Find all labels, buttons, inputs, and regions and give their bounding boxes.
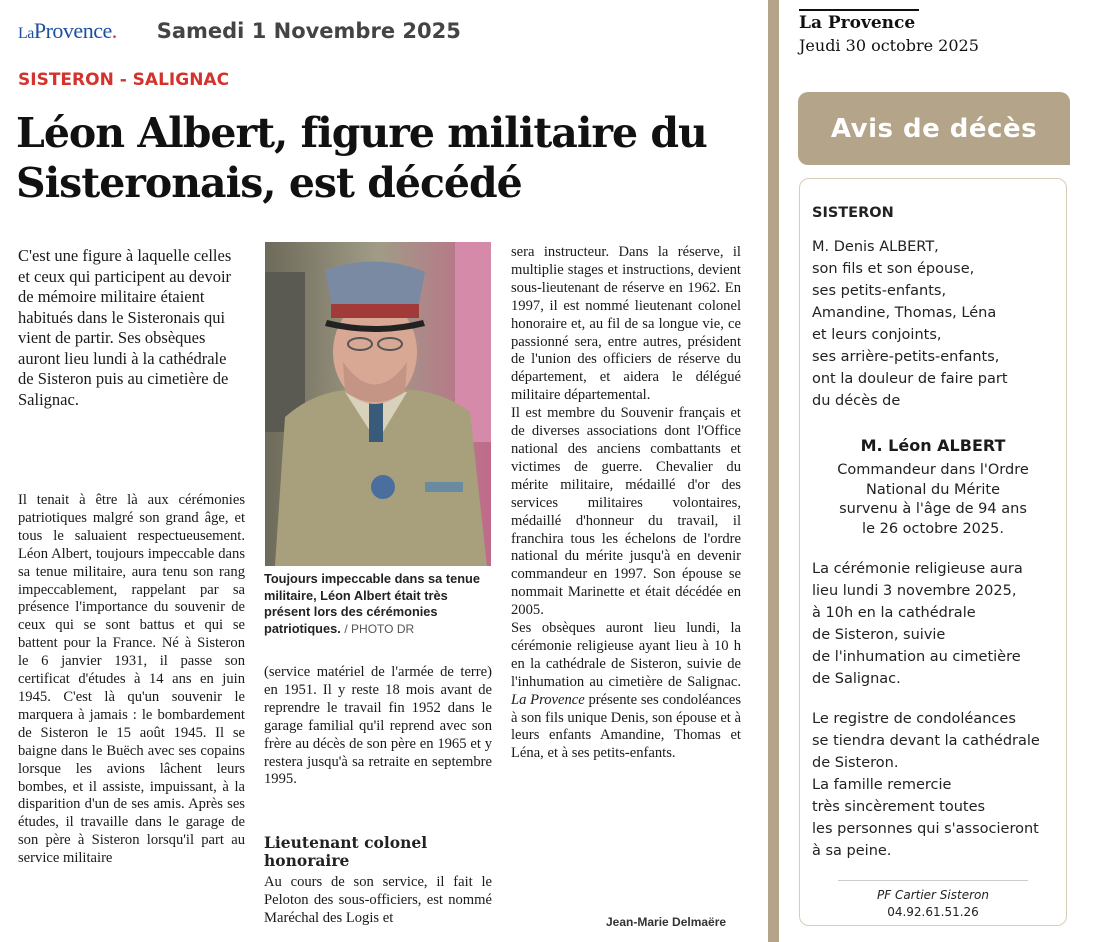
ceremony-details: La cérémonie religieuse aura lieu lundi 3 novembre 2025, à 10h en la cathédrale de Sisteron, suivie de l'inhumation au cimetière de Salignac.: [812, 561, 1023, 687]
section-rubric: SISTERON - SALIGNAC: [18, 70, 230, 90]
newspaper-name-italic: La Provence: [511, 691, 585, 708]
photo-credit: / PHOTO DR: [344, 621, 415, 636]
funeral-home-footer: [799, 880, 1067, 921]
notice-paper-name: La Provence: [799, 13, 916, 33]
article-body-col2-continued: Au cours de son service, il fait le Peloton des sous-officiers, est nommé Maréchal des Logis et: [264, 874, 492, 926]
subheading: Lieutenant colonel honoraire: [264, 833, 428, 870]
col3-paragraph-3: Ses obsèques auront lieu lundi, la cérémonie religieuse ayant lieu à 10 h en la cathédrale de Sisteron, suivie de l'inhumation au cimetière de Salignac. La Provence présente ses condoléances à son fils unique Denis, son épouse et à leurs enfants Amandine, Thomas et Léna, et à ses petits-enfants.: [511, 620, 742, 762]
notice-header-rule: [799, 9, 919, 11]
condolences-details: Le registre de condoléances se tiendra devant la cathédrale de Sisteron. La famille remercie très sincèrement toutes les personnes qui s'associeront à sa peine.: [812, 711, 1040, 859]
article-body-col3: [511, 244, 741, 763]
deceased-title: Commandeur dans l'Ordre National du Mérite survenu à l'âge de 94 ans le 26 octobre 2025.: [837, 462, 1029, 537]
officer-portrait-illustration: [265, 242, 491, 566]
notice-banner: [798, 92, 1070, 165]
death-notice: [779, 0, 1100, 942]
footer-rule: [838, 880, 1028, 881]
masthead: [18, 18, 461, 44]
newspaper-logo[interactable]: LaProvence.: [18, 18, 117, 43]
article-lede: C'est une figure à laquelle celles et ceux qui participent au devoir de mémoire militaire étaient habitués dans le Sisteronais qui vient de partir. Ses obsèques auront lieu lundi à la cathédrale de Sisteron puis au cimetière de Salignac.: [18, 246, 232, 409]
col3-paragraph-2: Il est membre du Souvenir français et de diverses associations dont l'Office national des anciens combattants et victimes de guerre. Chevalier du mérite militaire, médaillé d'or des services militaires volontaires, médaillé d'honneur du travail, il franchira tous les échelons de l'ordre national du mérite jusqu'à en devenir commandeur en 1997. Son épouse se nommait Marinette et était décédée en 2005.: [511, 405, 741, 619]
notice-place: SISTERON: [812, 205, 894, 221]
notice-date: Jeudi 30 octobre 2025: [799, 36, 979, 55]
notice-banner-title: Avis de décès: [830, 113, 1038, 144]
portrait-photo: [265, 242, 491, 566]
article-body-col1: Il tenait à être là aux cérémonies patriotiques malgré son grand âge, et tous le saluaient respectueusement. Léon Albert, toujours impeccable dans sa tenue militaire, aura tenu son rang impeccablement, rappelant par sa présence l'importance du souvenir de ceux qui se sont battus et qui se battent pour la France. Né à Sisteron le 6 janvier 1931, il passe son certificat d'études à 14 ans en juin 1945. C'est là qu'un souvenir le marquera à jamais : le bombardement de Sisteron le 15 août 1945. Il se baigne dans le Buëch avec ses copains lorsque les avions lâchent leurs bombes, et il assiste, impuissant, à la disparition d'un de ses amis. Après ses études, il travaille dans le garage de son père à Sisteron lorsqu'il part au service militaire: [18, 492, 245, 867]
headline: Léon Albert, figure militaire du Sisteronais, est décédé: [16, 109, 707, 207]
article-body-col2: (service matériel de l'armée de terre) en 1951. Il y reste 18 mois avant de reprendre le travail fin 1952 dans le garage familial qu'il reprend avec son frère au décès de son père en 1965 et y restera jusqu'à sa retraite en septembre 1995.: [264, 664, 492, 788]
col3-paragraph-1: sera instructeur. Dans la réserve, il multiplie stages et instructions, devient sous-lieutenant de réserve en 1962. En 1997, il est nommé lieutenant colonel honoraire et, au fil de sa longue vie, ce passionné sera, entre autres, président de l'union des officiers de réserve du département, et aidera le délégué militaire départemental.: [511, 244, 741, 404]
funeral-home-name: PF Cartier Sisteron: [877, 888, 989, 902]
deceased-name: M. Léon ALBERT: [860, 436, 1006, 455]
photo-caption: Toujours impeccable dans sa tenue militaire, Léon Albert était très présent lors des cérémonies patriotiques. / PHOTO DR: [264, 571, 480, 636]
column-divider: [768, 0, 779, 942]
issue-date: Samedi 1 Novembre 2025: [156, 19, 461, 43]
funeral-home-phone[interactable]: 04.92.61.51.26: [887, 905, 979, 919]
author-signature: Jean-Marie Delmaëre: [606, 915, 727, 929]
notice-family: M. Denis ALBERT, son fils et son épouse, ses petits-enfants, Amandine, Thomas, Léna et leurs conjoints, ses arrière-petits-enfants, ont la douleur de faire part du décès de: [812, 239, 1008, 409]
